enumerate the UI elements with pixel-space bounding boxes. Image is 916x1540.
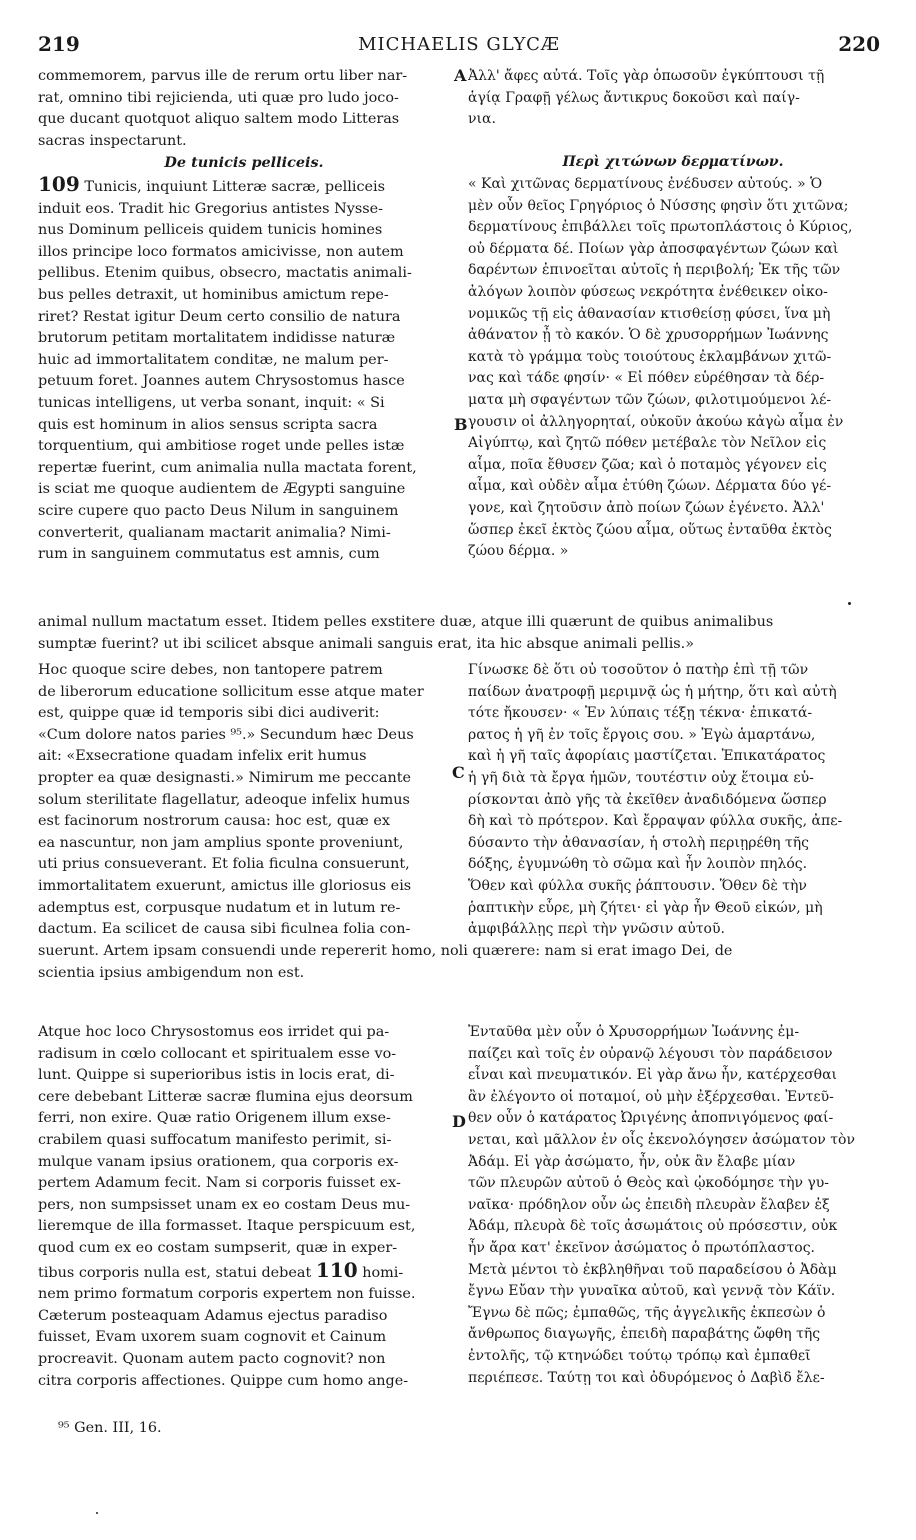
- text-line: immortalitatem exuerunt, amictus ille gloriosus eis: [38, 877, 412, 894]
- text-line: αἷμα, ποῖα ἔθυσεν ζῶα; καὶ ὁ ποταμὸς γέγονεν εἰς: [468, 456, 827, 473]
- text-line: uti prius consueverant. Et folia ficulna consuerunt,: [38, 856, 410, 873]
- latin-block-4: [38, 1022, 450, 1392]
- wide-block-2: [38, 612, 880, 655]
- text-line: «Cum dolore natos paries ⁹⁵.» Secundum hæc Deus: [38, 726, 414, 743]
- text-line: Ἀδάμ. Εἰ γὰρ ἀσώματο, ἦν, οὐκ ἂν ἔλαβε μίαν: [468, 1153, 796, 1170]
- text-line: ἔγνω Εὔαν τὴν γυναῖκα αὐτοῦ, καὶ γεννᾷ τὸν Κάϊν.: [468, 1283, 836, 1300]
- text-line: νας καὶ τάδε φησίν· « Εἰ πόθεν εὑρέθησαν τὰ δέρ-: [468, 370, 825, 387]
- section-number: 110: [315, 1259, 358, 1282]
- text-line: converterit, qualianam mactarit animalia? Nimi-: [38, 524, 391, 541]
- text-line: illos principe loco formatos amicivisse, non autem: [38, 243, 404, 260]
- text-line: nem primo formatum corporis expertem non fuisse.: [38, 1286, 416, 1303]
- text-line: Γίνωσκε δὲ ὅτι οὐ τοσοῦτον ὁ πατὴρ ἐπὶ τῇ τῶν: [468, 662, 809, 678]
- greek-block-2: [468, 174, 878, 563]
- margin-letter-a: A: [454, 66, 467, 85]
- text-line: ferri, non exire. Quæ ratio Origenem illum exse-: [38, 1110, 391, 1127]
- text-line: ναῖκα· πρόδηλον οὖν ὡς ἐπειδὴ πλευρὰν ἔλαβεν ἐξ: [468, 1196, 830, 1213]
- text-line: lunt. Quippe si superioribus istis in locis erat, di-: [38, 1067, 395, 1084]
- page-number-left: 219: [38, 32, 80, 56]
- text-line: νεται, καὶ μᾶλλον ἐν οἷς ἐκενολόγησεν ἀσώματον τὸν: [468, 1131, 855, 1148]
- text-line: Tunicis, inquiunt Litteræ sacræ, pelliceis: [84, 179, 386, 195]
- text-line: induit eos. Tradit hic Gregorius antistes Nysse-: [38, 200, 383, 217]
- text-line: quis est hominum in alios sensus scripta sacra: [38, 416, 378, 433]
- text-line: Αἰγύπτῳ, καὶ ζητῶ πόθεν μετέβαλε τὸν Νεῖλον εἰς: [468, 435, 827, 452]
- text-line: Ἔγνω δὲ πῶς; ἐμπαθῶς, τῆς ἀγγελικῆς ἐκπεσὼν ὁ: [468, 1304, 826, 1321]
- text-line: γουσιν οἱ ἀλληγορηταί, οὐκοῦν ἀκούω κἀγὼ αἷμα ἐν: [468, 413, 844, 430]
- text-line: animal nullum mactatum esset. Itidem pelles exstitere duæ, atque illi quærunt de quibus animalibus: [38, 614, 774, 630]
- text-line: δὴ καὶ τὸ πρότερον. Καὶ ἔρραψαν φύλλα συκῆς, ἀπε-: [468, 813, 843, 830]
- text-line: Cæterum posteaquam Adamus ejectus paradiso: [38, 1307, 388, 1324]
- text-line: ὥσπερ ἐκεῖ ἐκτὸς ζώου αἷμα, οὕτως ἐνταῦθα ἐκτὸς: [468, 521, 832, 538]
- text-line: fuisset, Evam uxorem suam cognovit et Cainum: [38, 1329, 387, 1346]
- text-line: mulque vanam ipsius orationem, qua corporis ex-: [38, 1153, 399, 1170]
- text-line: is sciat me quoque audientem de Ægypti sanguine: [38, 481, 406, 498]
- text-line: sumptæ fuerint? ut ibi scilicet absque animali sanguis erat, ita hic absque animali pellis.»: [38, 635, 695, 652]
- text-line: ἂν ἐλέγοντο οἱ ποταμοί, οὐ μὴν ἐξέρχεσθαι. Ἐντεῦ-: [468, 1088, 834, 1105]
- latin-block-3: [38, 660, 450, 941]
- text-line: ἀμφιβάλλῃς περὶ τὴν γνῶσιν αὐτοῦ.: [468, 921, 725, 938]
- latin-section-heading: De tunicis pelliceis.: [164, 154, 324, 171]
- ink-speck: [96, 1512, 98, 1514]
- text-line: « Καὶ χιτῶνας δερματίνους ἐνέδυσεν αὐτούς. » Ὁ: [468, 176, 823, 192]
- page-header: [38, 32, 880, 56]
- text-line: pellibus. Etenim quibus, obsecro, mactatis animali-: [38, 265, 412, 282]
- text-line: sacras inspectarunt.: [38, 132, 187, 149]
- text-line: crabilem quasi suffocatum manifesto perimit, si-: [38, 1131, 392, 1148]
- text-line: μὲν οὖν θεῖος Γρηγόριος ὁ Νύσσης φησὶν ὅτι χιτῶνα;: [468, 197, 849, 214]
- greek-block-4: [468, 1022, 878, 1389]
- text-line: pertem Adamum fecit. Nam si corporis fuisset ex-: [38, 1175, 401, 1192]
- text-line: procreavit. Quonam autem pacto cognovit? non: [38, 1350, 386, 1367]
- text-line: est facinorum nostrorum causa: hoc est, quæ ex: [38, 813, 391, 830]
- text-line: solum sterilitate flagellatur, adeoque infelix humus: [38, 791, 410, 808]
- text-line: que ducant quotquot aliquo saltem modo Litteras: [38, 111, 400, 128]
- greek-block-1: [468, 66, 878, 131]
- text-line: rum in sanguinem commutatus est amnis, cum: [38, 546, 380, 563]
- text-line: ρατος ἡ γῆ ἐν τοῖς ἔργοις σου. » Ἐγὼ ἁμαρτάνω,: [468, 726, 816, 743]
- text-line: bus pelles detraxit, ut hominibus amictum repe-: [38, 286, 389, 303]
- margin-letter-c: C: [452, 763, 465, 782]
- text-line: tibus corporis nulla est, statui debeat: [38, 1264, 312, 1281]
- greek-block-3: [468, 660, 878, 941]
- text-line: repertæ fuerint, cum animalia nulla mactata forent,: [38, 459, 417, 476]
- wide-block-3: [38, 941, 880, 984]
- text-line: huic ad immortalitatem conditæ, ne malum per-: [38, 351, 389, 368]
- text-line: ἄνθρωπος διαγωγῆς, ἐπειδὴ παραβάτης ὤφθη τῆς: [468, 1326, 821, 1343]
- text-line: pers, non sumpsisset unam ex eo costam Deus mu-: [38, 1196, 411, 1213]
- text-line: τῶν πλευρῶν αὐτοῦ ὁ Θεὸς καὶ ᾠκοδόμησε τὴν γυ-: [468, 1175, 830, 1192]
- text-line: brutorum petitam mortalitatem indidisse naturæ: [38, 330, 396, 347]
- text-line: torquentium, qui ambitiose roget unde pelles istæ: [38, 438, 405, 455]
- text-line: scientia ipsius ambigendum non est.: [38, 964, 305, 981]
- text-line: δερματίνους ἐπιβάλλει τοῖς πρωτοπλάστοις ὁ Κύριος,: [468, 219, 853, 236]
- text-line: εἶναι καὶ πνευματικόν. Εἰ γὰρ ἄνω ἦν, κατέρχεσθαι: [468, 1067, 838, 1084]
- greek-section-heading: Περὶ χιτώνων δερματίνων.: [562, 154, 784, 170]
- text-line: cere debebant Litteræ sacræ flumina ejus deorsum: [38, 1088, 413, 1105]
- text-line: rat, omnino tibi rejicienda, uti quæ pro ludo joco-: [38, 89, 399, 106]
- text-line: radisum in cœlo collocant et spiritualem esse vo-: [38, 1045, 397, 1062]
- section-number: 109: [38, 174, 80, 196]
- margin-letter-d: D: [452, 1112, 466, 1131]
- page-number-right: 220: [838, 32, 880, 56]
- text-line: riret? Restat igitur Deum certo consilio de natura: [38, 308, 401, 325]
- text-line: ῥαπτικὴν εὗρε, μὴ ζήτει· εἰ γὰρ ἦν Θεοῦ εἰκών, μὴ: [468, 899, 823, 916]
- text-line: scire cupere quo pacto Deus Nilum in sanguinem: [38, 502, 399, 519]
- text-line: ea nascuntur, non jam amplius sponte proveniunt,: [38, 834, 404, 851]
- text-line: Ἀλλ' ἄφες αὐτά. Τοῖς γὰρ ὁπωσοῦν ἐγκύπτουσι τῇ: [468, 68, 825, 84]
- text-line: ait: «Exsecratione quadam infelix erit humus: [38, 748, 367, 765]
- text-line: παίζει καὶ τοῖς ἐν οὐρανῷ λέγουσι τὸν παράδεισον: [468, 1045, 833, 1062]
- text-line: ζώου δέρμα. »: [468, 543, 569, 560]
- text-line: Ἀδάμ, πλευρὰ δὲ τοῖς ἀσωμάτοις οὐ πρόσεστιν, οὐκ: [468, 1218, 838, 1235]
- text-line: propter ea quæ designasti.» Nimirum me peccante: [38, 769, 412, 786]
- latin-block-1: [38, 66, 450, 152]
- text-line: δόξης, ἐγυμνώθη τὸ σῶμα καὶ ἦν λοιπὸν πηλός.: [468, 856, 808, 873]
- text-line: περιέπεσε. Ταύτῃ τοι καὶ ὀδυρόμενος ὁ Δαβὶδ ἔλε-: [468, 1369, 825, 1386]
- text-line: αἷμα, καὶ οὐδὲν αἷμα ἐτύθη ζώων. Δέρματα δύο γέ-: [468, 478, 832, 495]
- text-line: ματα μὴ σφαγέντων τῶν ζώων, φιλοτιμούμενοι λέ-: [468, 391, 832, 408]
- text-line: ademptus est, corpusque nudatum et in lutum re-: [38, 899, 401, 916]
- ink-speck: [848, 602, 851, 605]
- text-line: tunicas intelligens, ut verba sonant, inquit: « Si: [38, 394, 385, 411]
- text-line: νομικῶς τῇ εἰς ἀθανασίαν κτισθείσῃ φύσει, ἵνα μὴ: [468, 305, 831, 322]
- text-line: petuum foret. Joannes autem Chrysostomus hasce: [38, 373, 405, 390]
- text-line: Μετὰ μέντοι τὸ ἐκβληθῆναι τοῦ παραδείσου ὁ Ἀδὰμ: [468, 1261, 837, 1278]
- running-title: MICHAELIS GLYCÆ: [358, 34, 560, 55]
- text-line: ἐντολῆς, τῷ κτηνώδει τούτῳ τρόπῳ καὶ ἐμπαθεῖ: [468, 1347, 811, 1364]
- text-line: de liberorum educatione sollicitum esse atque mater: [38, 683, 424, 700]
- text-line: ἡ γῆ διὰ τὰ ἔργα ἡμῶν, τουτέστιν οὐχ ἕτοιμα εὑ-: [468, 769, 814, 786]
- footnote: ⁹⁵ Gen. III, 16.: [58, 1420, 162, 1436]
- text-line: οὐ δέρματα δέ. Ποίων γὰρ ἀποσφαγέντων ζώων καὶ: [468, 240, 839, 257]
- text-line: citra corporis affectiones. Quippe cum homo ange-: [38, 1372, 409, 1389]
- text-line: ἁγίᾳ Γραφῇ γέλως ἄντικρυς δοκοῦσι καὶ παίγ-: [468, 89, 800, 106]
- text-line: παίδων ἀνατροφῇ μεριμνᾷ ὡς ἡ μήτηρ, ὅτι καὶ αὐτὴ: [468, 683, 837, 700]
- text-line: quod cum ex eo costam sumpserit, quæ in exper-: [38, 1239, 398, 1256]
- text-line: Ὅθεν καὶ φύλλα συκῆς ῥάπτουσιν. Ὅθεν δὲ τὴν: [468, 877, 807, 894]
- text-line: γονε, καὶ ζητοῦσιν ἀπὸ ποίων ζώων ἐγένετο. Ἀλλ': [468, 499, 825, 516]
- text-line: ἦν ἄρα κατ' ἐκεῖνον ἀσώματος ὁ πρωτόπλαστος.: [468, 1239, 815, 1256]
- text-line: Ἐνταῦθα μὲν οὖν ὁ Χρυσορρήμων Ἰωάννης ἐμ-: [468, 1024, 800, 1040]
- text-line: ρίσκονται ἀπὸ γῆς τὰ ἐκεῖθεν ἀναδιδόμενα ὥσπερ: [468, 791, 827, 808]
- text-line-tail: homi-: [362, 1264, 404, 1281]
- margin-letter-b: B: [454, 415, 468, 434]
- text-line: καὶ ἡ γῆ ταῖς ἀφορίαις μαστίζεται. Ἐπικατάρατος: [468, 748, 826, 765]
- text-line: ἀλόγων λοιπὸν φύσεως νεκρότητα ἐνέθεικεν οἰκο-: [468, 283, 828, 300]
- text-line: τότε ἤκουσεν· « Ἐν λύπαις τέξῃ τέκνα· ἐπικατά-: [468, 705, 813, 722]
- text-line: lieremque de illa formasset. Itaque perspicuum est,: [38, 1218, 416, 1235]
- text-line: commemorem, parvus ille de rerum ortu liber nar-: [38, 68, 408, 84]
- text-line: κατὰ τὸ γράμμα τοὺς τοιούτους ἐκλαμβάνων χιτῶ-: [468, 348, 832, 365]
- text-line: dactum. Ea scilicet de causa sibi ficulnea folia con-: [38, 921, 411, 938]
- latin-block-2: [38, 174, 450, 566]
- text-line: Hoc quoque scire debes, non tantopere patrem: [38, 662, 383, 678]
- text-line: suerunt. Artem ipsam consuendi unde repererit homo, noli quærere: nam si erat imago Dei, de: [38, 943, 733, 959]
- text-line: nus Dominum pelliceis quidem tunicis homines: [38, 222, 383, 239]
- text-line: θεν οὖν ὁ κατάρατος Ὠριγένης ἀποπνιγόμενος φαί-: [468, 1110, 834, 1127]
- text-line: δύσαντο τὴν ἀθανασίαν, ἡ στολὴ περιῃρέθη τῆς: [468, 834, 809, 851]
- text-line: νια.: [468, 111, 496, 128]
- text-line: Atque hoc loco Chrysostomus eos irridet qui pa-: [38, 1024, 390, 1040]
- text-line: est, quippe quæ id temporis sibi dici audiverit:: [38, 705, 380, 722]
- text-line: ἀθάνατον ᾖ τὸ κακόν. Ὁ δὲ χρυσορρήμων Ἰωάννης: [468, 327, 829, 344]
- text-line: δαρέντων ἐπινοεῖται αὐτοῖς ἡ περιβολή; Ἐκ τῆς τῶν: [468, 262, 841, 279]
